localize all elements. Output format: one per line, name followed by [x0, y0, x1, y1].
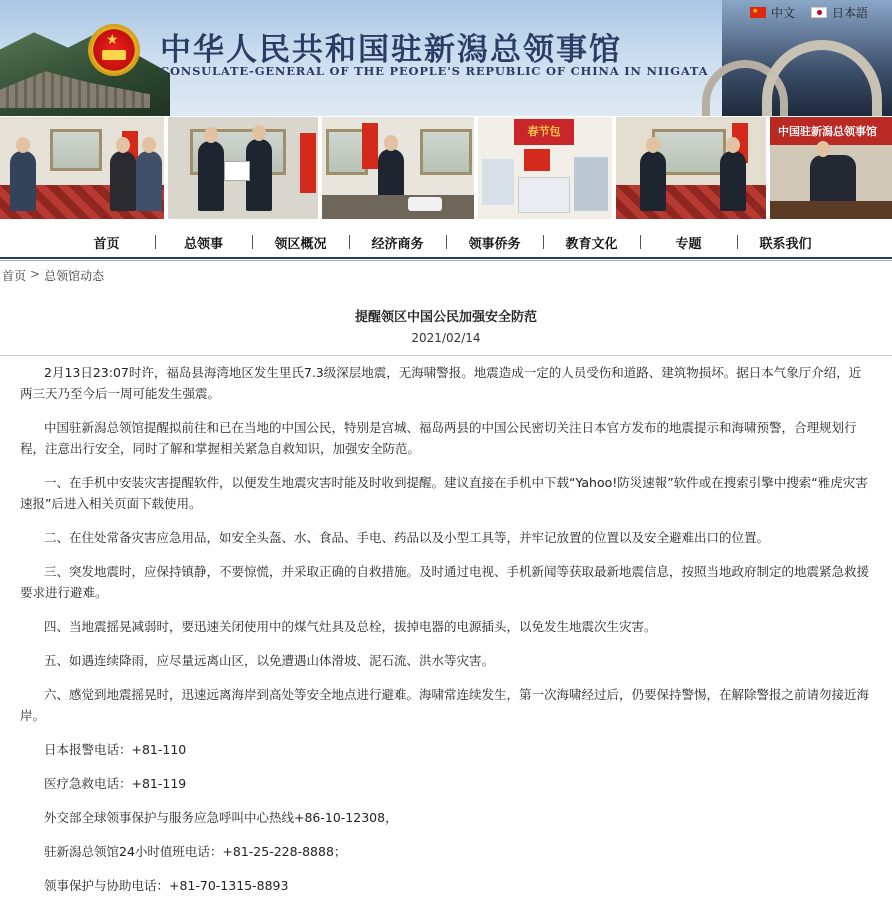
china-flag-icon: [750, 7, 766, 18]
photo-banner-text: 中国驻新潟总领事馆: [770, 117, 892, 145]
nav-topics[interactable]: 专题: [675, 236, 702, 252]
lang-chinese-label: 中文: [770, 6, 795, 20]
bridge-arch: [762, 40, 882, 116]
lang-japanese-link[interactable]: [811, 4, 868, 21]
main-nav: [0, 227, 892, 257]
breadcrumb: [0, 261, 892, 290]
photo-spring-festival-package[interactable]: 春节包: [478, 117, 612, 219]
article-paragraph: 五、如遇连续降雨，应尽量远离山区，以免遭遇山体滑坡、泥石流、洪水等灾害。: [44, 653, 495, 668]
japan-flag-icon: [811, 7, 827, 18]
breadcrumb-separator: >: [30, 267, 41, 281]
photo-consul-meeting[interactable]: [616, 117, 766, 219]
contact-mfa-hotline: 外交部全球领事保护与服务应急呼叫中心热线+86-10-12308，: [44, 810, 398, 825]
contact-police: 日本报警电话：+81-110: [44, 742, 187, 757]
article-paragraph: 四、当地震摇晃减弱时，要迅速关闭使用中的煤气灶具及总栓，拔掉电器的电源插头，以免发生地震次生灾害。: [44, 619, 657, 634]
photo-strip: [0, 117, 892, 219]
nav-consular-district[interactable]: 领区概况: [274, 236, 327, 252]
header-banner: [0, 0, 892, 116]
breadcrumb-home-link[interactable]: 首页: [2, 269, 27, 283]
nav-contact-us[interactable]: 联系我们: [759, 236, 812, 252]
article-paragraph: 六、感觉到地震摇晃时，迅速远离海岸到高处等安全地点进行避难。海啸常连续发生，第一次海啸经过后，仍要保持警惕，在解除警报之前请勿接近海岸。: [20, 687, 870, 723]
nav-consular-affairs[interactable]: 领事侨务: [468, 236, 521, 252]
article-paragraph: 一、在手机中安装灾害提醒软件，以便发生地震灾害时能及时收到提醒。建议直接在手机中下载“Yahoo!防災速報”软件或在搜索引擎中搜索“雅虎灾害速报”后进入相关页面下载使用。: [20, 475, 868, 511]
article-paragraph: 二、在住处常备灾害应急用品，如安全头盔、水、食品、手电、药品以及小型工具等，并牢记放置的位置以及安全避难出口的位置。: [44, 530, 770, 545]
language-switcher: [750, 4, 868, 21]
lang-japanese-label: 日本語: [831, 6, 868, 20]
site-title-cn: 中华人民共和国驻新潟总领事馆: [160, 32, 622, 68]
article-date: 2021/02/14: [411, 331, 481, 345]
photo-video-conference[interactable]: [322, 117, 474, 219]
photo-meeting-room[interactable]: [0, 117, 164, 219]
article-paragraph: 2月13日23:07时许，福岛县海湾地区发生里氏7.3级深层地震，无海啸警报。地震造成一定的人员受伤和道路、建筑物损坏。据日本气象厅介绍，近两三天乃至今后一周可能发生强震。: [20, 365, 862, 401]
article-title: 提醒领区中国公民加强安全防范: [354, 310, 537, 325]
contact-consular-protection: 领事保护与协助电话：+81-70-1315-8893: [44, 878, 289, 893]
article-paragraph: 三、突发地震时，应保持镇静，不要惊慌，并采取正确的自救措施。及时通过电视、手机新闻等获取最新地震信息，按照当地政府制定的地震紧急救援要求进行避难。: [20, 564, 870, 600]
photo-consul-general-speech[interactable]: [770, 117, 892, 219]
article-paragraph: 中国驻新潟总领馆提醒拟前往和已在当地的中国公民，特别是宫城、福岛两县的中国公民密切关注日本官方发布的地震提示和海啸预警，合理规划行程，注意出行安全，同时了解和掌握相关紧急自救知识，加强安全防范。: [20, 420, 857, 456]
national-emblem-icon: ★: [90, 26, 138, 74]
lang-chinese-link[interactable]: [750, 4, 795, 21]
nav-consul-general[interactable]: 总领事: [183, 236, 223, 252]
nav-underline: [0, 257, 892, 259]
photo-certificate-handover[interactable]: [168, 117, 318, 219]
nav-home[interactable]: 首页: [93, 236, 120, 252]
nav-economy-commerce[interactable]: 经济商务: [371, 236, 424, 252]
contact-ambulance: 医疗急救电话：+81-119: [44, 776, 187, 791]
article-body: [0, 356, 892, 896]
breadcrumb-section-link[interactable]: 总领馆动态: [44, 269, 105, 283]
nav-education-culture[interactable]: 教育文化: [565, 236, 618, 252]
site-title-en: CONSULATE-GENERAL OF THE PEOPLE'S REPUBLIC OF CHINA IN NIIGATA: [160, 64, 709, 78]
contact-consulate-duty: 驻新潟总领馆24小时值班电话：+81-25-228-8888；: [44, 844, 347, 859]
